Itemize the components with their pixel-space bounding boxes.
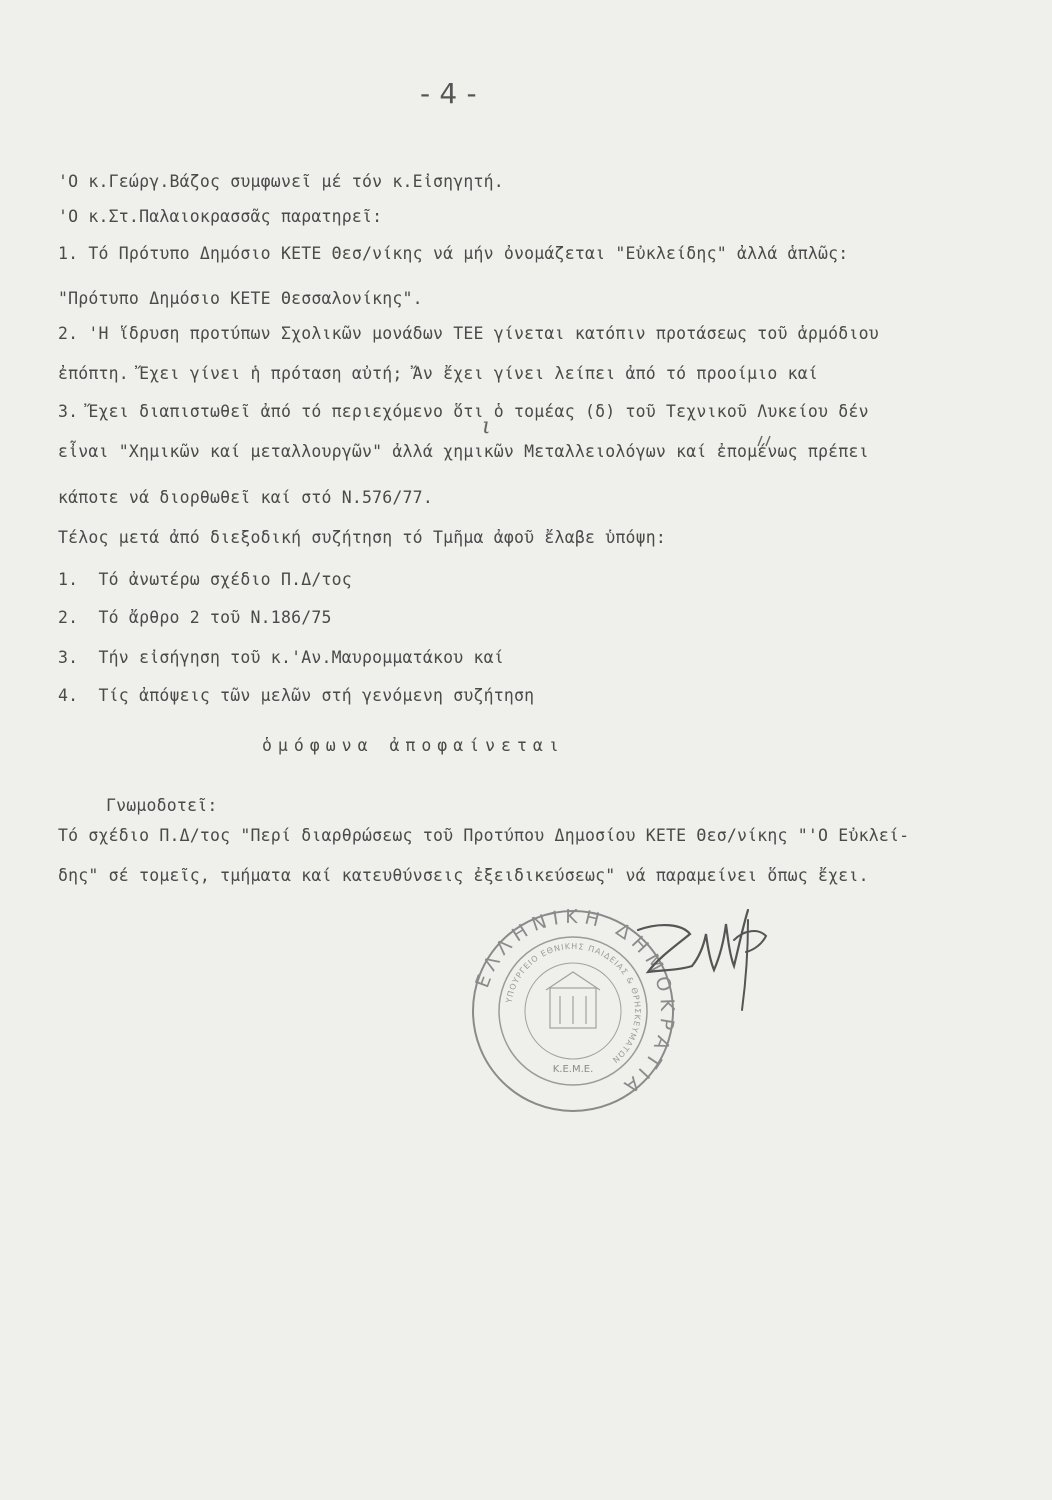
text-line-2: 'Ο κ.Στ.Παλαιοκρασσᾶς παρατηρεῖ:: [58, 207, 383, 226]
stamp-bottom-text: Κ.Ε.Μ.Ε.: [552, 1064, 594, 1075]
handwritten-mark: [756, 434, 780, 448]
handwritten-correction: ι: [482, 414, 491, 439]
text-line-10: Τέλος μετά ἀπό διεξοδική συζήτηση τό Τμῆμα ἀφοῦ ἔλαβε ὑπόψη:: [58, 528, 667, 547]
text-line-9: κάποτε νά διορθωθεῖ καί στό Ν.576/77.: [58, 488, 433, 507]
opinion-label: Γνωμοδοτεῖ:: [106, 796, 218, 815]
text-line-3: 1. Τό Πρότυπο Δημόσιο ΚΕΤΕ Θεσ/νίκης νά μήν ὀνομάζεται "Εὐκλείδης" ἀλλά ἁπλῶς:: [58, 244, 849, 263]
opinion-text-line-2: δης" σέ τομεῖς, τμήματα καί κατευθύνσεις ἐξειδικεύσεως" νά παραμείνει ὅπως ἔχει.: [58, 866, 869, 885]
considered-item-1: 1. Τό ἀνωτέρω σχέδιο Π.Δ/τος: [58, 570, 352, 589]
text-line-4: "Πρότυπο Δημόσιο ΚΕΤΕ Θεσσαλονίκης".: [58, 289, 423, 308]
considered-item-2: 2. Τό ἄρθρο 2 τοῦ Ν.186/75: [58, 608, 332, 627]
text-line-7: 3. Ἔχει διαπιστωθεῖ ἀπό τό περιεχόμενο ὅτι ὁ τομέας (δ) τοῦ Τεχνικοῦ Λυκείου δέν: [58, 402, 869, 421]
considered-item-4: 4. Τίς ἀπόψεις τῶν μελῶν στή γενόμενη συζήτηση: [58, 686, 535, 705]
signature: [630, 900, 790, 1020]
considered-item-3: 3. Τήν εἰσήγηση τοῦ κ.'Αν.Μαυρομματάκου καί: [58, 648, 504, 667]
text-line-1: 'Ο κ.Γεώργ.Βάζος συμφωνεῖ μέ τόν κ.Εἰσηγητή.: [58, 172, 504, 191]
text-line-8: εἶναι "Χημικῶν καί μεταλλουργῶν" ἀλλά χημικῶν Μεταλλειολόγων καί ἐπομένως πρέπει: [58, 442, 869, 461]
bleed-through-text: [520, 470, 562, 524]
decision-heading: ὁμόφωνα ἀποφαίνεται: [262, 736, 565, 755]
page-number: - 4 -: [420, 77, 477, 110]
stamp-inner-text: ΥΠΟΥΡΓΕΙΟ ΕΘΝΙΚΗΣ ΠΑΙΔΕΙΑΣ & ΘΡΗΣΚΕΥΜΑΤΩΝ: [504, 941, 643, 1066]
stamp-outer-text: ΕΛΛΗΝΙΚΗ ΔΗΜΟΚΡΑΤΙΑ: [471, 906, 678, 1101]
text-line-6: ἐπόπτη. Ἔχει γίνει ἡ πρόταση αὐτή; Ἄν ἔχει γίνει λείπει ἀπό τό προοίμιο καί: [58, 364, 819, 383]
text-line-5: 2. 'Η ἵδρυση προτύπων Σχολικῶν μονάδων ΤΕΕ γίνεται κατόπιν προτάσεως τοῦ ἁρμόδιου: [58, 324, 879, 343]
opinion-text-line-1: Τό σχέδιο Π.Δ/τος "Περί διαρθρώσεως τοῦ Προτύπου Δημοσίου ΚΕΤΕ Θεσ/νίκης "'Ο Εὐκλεί-: [58, 826, 910, 845]
stamp-emblem: [546, 972, 600, 1028]
